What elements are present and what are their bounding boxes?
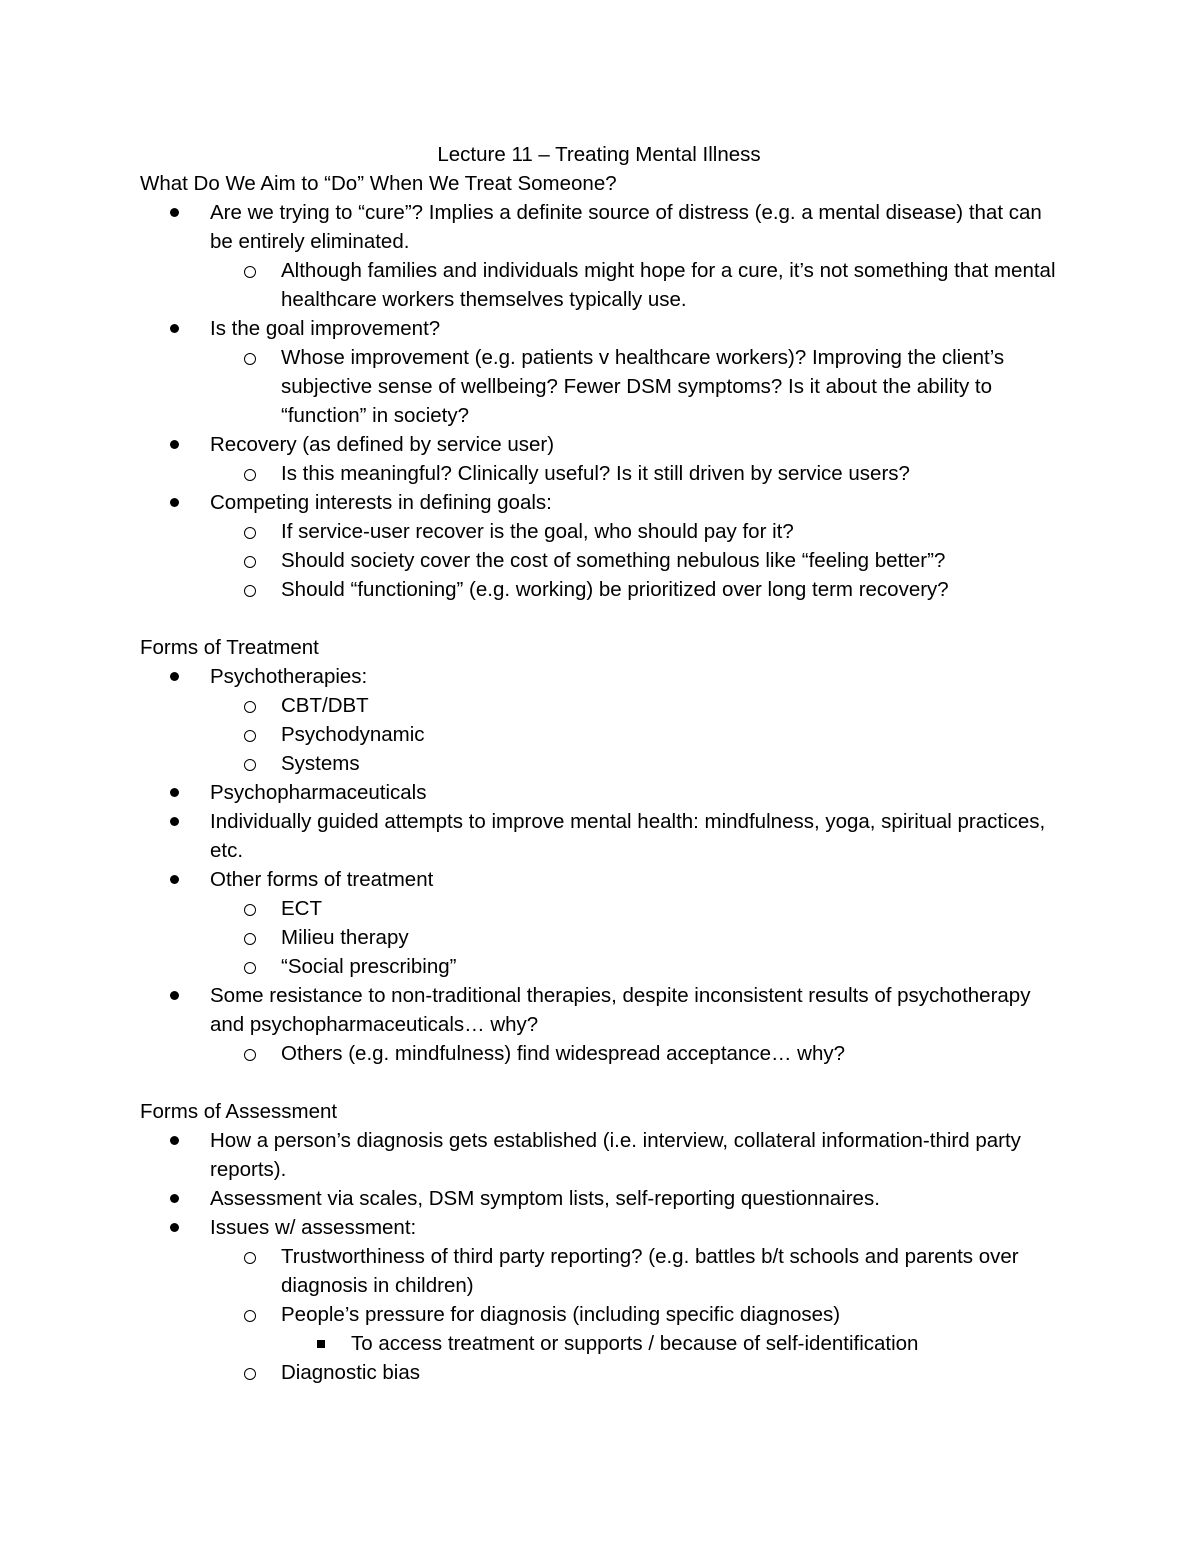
section-list-assessment [140, 1126, 1060, 1387]
bullet-icon [170, 430, 184, 459]
circle-bullet-icon [244, 691, 256, 722]
list-subitem: Should society cover the cost of something nebulous like “feeling better”? [140, 546, 1060, 575]
section-list-aims [140, 198, 1060, 604]
bullet-icon [170, 314, 184, 343]
circle-bullet-icon [244, 952, 256, 983]
list-item: Recovery (as defined by service user) [140, 430, 1060, 459]
circle-bullet-icon [244, 546, 256, 577]
list-subsubitem: To access treatment or supports / because of self-identification [140, 1329, 1060, 1358]
circle-bullet-icon [244, 1039, 256, 1070]
circle-bullet-icon [244, 256, 256, 287]
list-item: How a person’s diagnosis gets established (i.e. interview, collateral information-third party reports). [140, 1126, 1060, 1184]
list-subitem: Whose improvement (e.g. patients v healthcare workers)? Improving the client’s subjective sense of wellbeing? Fewer DSM symptoms? Is it about the ability to “function” in society? [140, 343, 1060, 430]
blank-line [140, 604, 1060, 633]
section-heading-aims: What Do We Aim to “Do” When We Treat Someone? [140, 172, 617, 195]
list-subitem: Psychodynamic [140, 720, 1060, 749]
list-subitem: Systems [140, 749, 1060, 778]
bullet-icon [170, 1184, 184, 1213]
bullet-icon [170, 981, 184, 1010]
list-item: Some resistance to non-traditional therapies, despite inconsistent results of psychotherapy and psychopharmaceuticals… why? [140, 981, 1060, 1039]
list-item: Psychotherapies: [140, 662, 1060, 691]
circle-bullet-icon [244, 1300, 256, 1331]
page-title: Lecture 11 – Treating Mental Illness [437, 143, 761, 166]
circle-bullet-icon [244, 1358, 256, 1389]
list-subitem: Diagnostic bias [140, 1358, 1060, 1387]
circle-bullet-icon [244, 517, 256, 548]
list-item: Psychopharmaceuticals [140, 778, 1060, 807]
circle-bullet-icon [244, 923, 256, 954]
list-subitem: CBT/DBT [140, 691, 1060, 720]
circle-bullet-icon [244, 749, 256, 780]
circle-bullet-icon [244, 894, 256, 925]
list-item: Assessment via scales, DSM symptom lists, self-reporting questionnaires. [140, 1184, 1060, 1213]
circle-bullet-icon [244, 459, 256, 490]
list-item: Individually guided attempts to improve mental health: mindfulness, yoga, spiritual practices, etc. [140, 807, 1060, 865]
bullet-icon [170, 807, 184, 836]
bullet-icon [170, 198, 184, 227]
list-item: Issues w/ assessment: [140, 1213, 1060, 1242]
document-body [140, 140, 1060, 1387]
section-list-treatment [140, 662, 1060, 1068]
circle-bullet-icon [244, 720, 256, 751]
list-subitem: Is this meaningful? Clinically useful? Is it still driven by service users? [140, 459, 1060, 488]
list-subitem: Others (e.g. mindfulness) find widespread acceptance… why? [140, 1039, 1060, 1068]
list-subitem: People’s pressure for diagnosis (including specific diagnoses) [140, 1300, 1060, 1329]
list-item: Other forms of treatment [140, 865, 1060, 894]
bullet-icon [170, 1213, 184, 1242]
bullet-icon [170, 865, 184, 894]
list-item: Competing interests in defining goals: [140, 488, 1060, 517]
list-item: Is the goal improvement? [140, 314, 1060, 343]
list-subitem: Milieu therapy [140, 923, 1060, 952]
bullet-icon [170, 1126, 184, 1155]
circle-bullet-icon [244, 343, 256, 374]
list-subitem: Trustworthiness of third party reporting? (e.g. battles b/t schools and parents over diagnosis in children) [140, 1242, 1060, 1300]
bullet-icon [170, 778, 184, 807]
circle-bullet-icon [244, 1242, 256, 1273]
section-heading-assessment: Forms of Assessment [140, 1100, 338, 1123]
list-item: Are we trying to “cure”? Implies a definite source of distress (e.g. a mental disease) that can be entirely eliminated. [140, 198, 1060, 256]
list-subitem: If service-user recover is the goal, who should pay for it? [140, 517, 1060, 546]
bullet-icon [170, 662, 184, 691]
list-subitem: ECT [140, 894, 1060, 923]
circle-bullet-icon [244, 575, 256, 606]
section-heading-treatment: Forms of Treatment [140, 636, 319, 659]
blank-line [140, 1068, 1060, 1097]
list-subitem: Should “functioning” (e.g. working) be prioritized over long term recovery? [140, 575, 1060, 604]
bullet-icon [170, 488, 184, 517]
list-subitem: Although families and individuals might hope for a cure, it’s not something that mental healthcare workers themselves typically use. [140, 256, 1060, 314]
square-bullet-icon [317, 1329, 325, 1358]
list-subitem: “Social prescribing” [140, 952, 1060, 981]
